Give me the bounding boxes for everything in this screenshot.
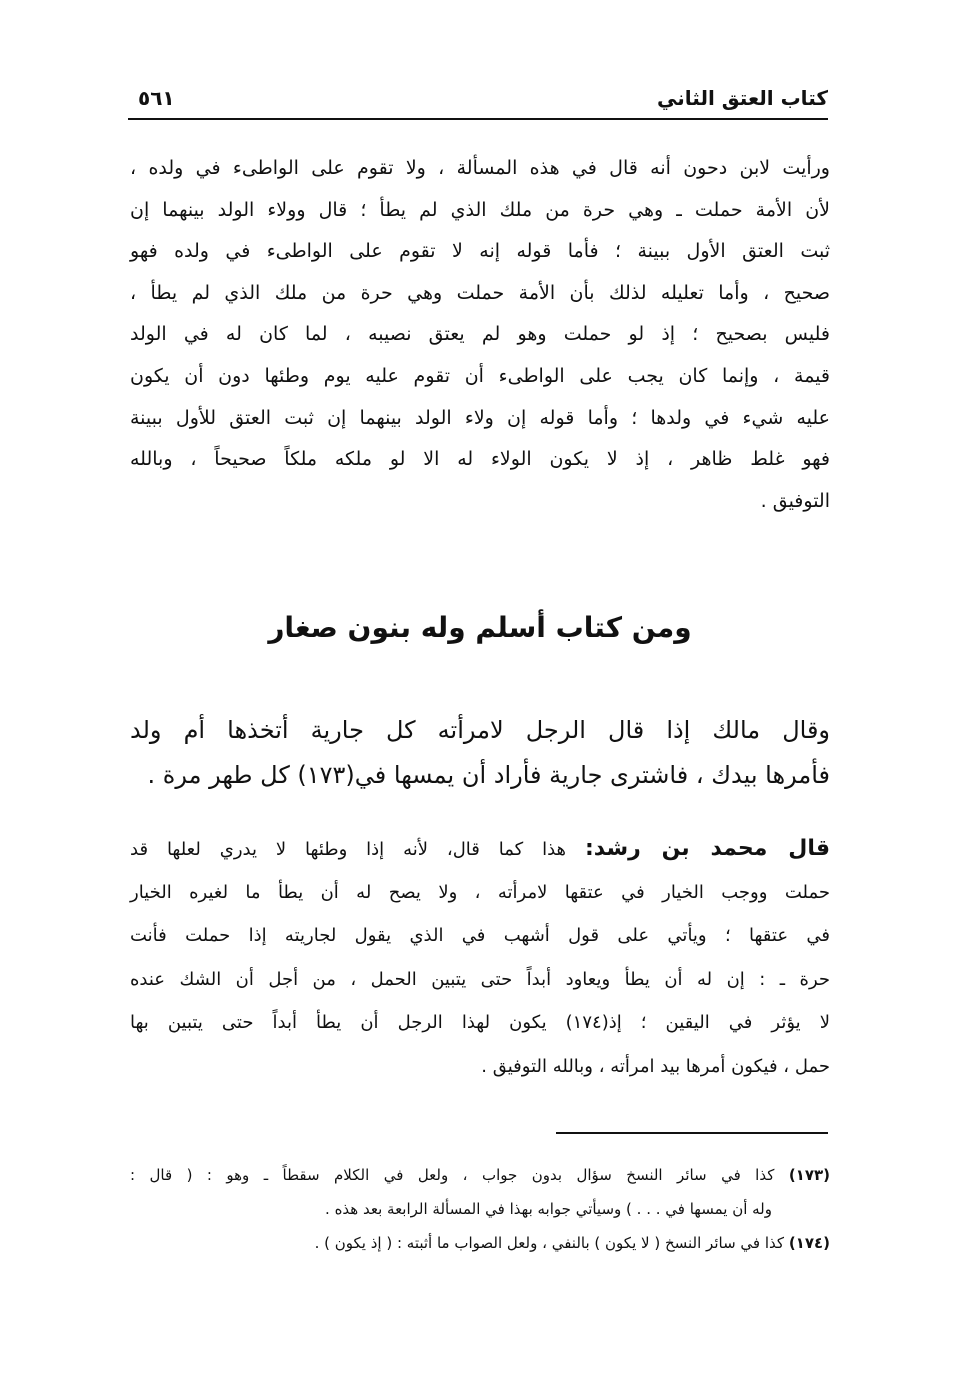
text-line: حرة ـ : إن له أن يطأ ويعاود أبداً حتى يتبين الحمل ، من أجل أن الشك عنده xyxy=(130,968,830,990)
footnote-number: (١٧٣) xyxy=(788,1166,830,1184)
text-segment: هذا كما قال، لأنه إذا وطئها لا يدري لعلها قد xyxy=(130,839,585,860)
paragraph-matn xyxy=(130,708,830,798)
text-line: حمل ، فيكون أمرها بيد امرأته ، وبالله التوفيق . xyxy=(481,1055,830,1077)
text-line: التوفيق . xyxy=(760,489,830,512)
footnote-text: كذا في سائر النسخ سؤال بدون جواب ، ولعل في الكلام سقطاً ـ وهو : ( قال : xyxy=(130,1166,789,1184)
text-line: في عتقها ؛ ويأتي على قول أشهب في الذي يقول لجاريته إذا حملت فأنت xyxy=(130,925,830,946)
page-header xyxy=(128,84,828,120)
paragraph-commentary xyxy=(130,148,830,522)
footnotes xyxy=(130,1158,830,1260)
text-line: ثبت العتق الأول ببينة ؛ فأما قوله إنه لا تقوم على الواطىء في ولده فهو xyxy=(130,240,830,263)
text-line: عليه شيء في ولدها ؛ وأما قوله إن ولاء الولد بينهما إن ثبت العتق للأول ببينة xyxy=(130,406,830,429)
text-line: قيمة ، وإنما كان يجب على الواطىء أن تقوم عليه يوم وطئها دون أن يكون xyxy=(130,364,830,387)
footnote-173 xyxy=(130,1158,830,1192)
running-head: كتاب العتق الثاني xyxy=(657,86,828,110)
text-line: فهو غلط ظاهر ، إذ لا يكون الولاء له الا لو ملكه ملكاً صحيحاً ، وبالله xyxy=(130,448,830,471)
section-heading: ومن كتاب أسلم وله بنون صغار xyxy=(268,611,692,644)
text-line: ورأيت لابن دحون أنه قال في هذه المسألة ، ولا تقوم على الواطىء في ولده ، xyxy=(130,157,830,179)
footnote-text: كذا في سائر النسخ ( لا يكون ) بالنفي ، ولعل الصواب ما أثبته : ( إذ يكون ) . xyxy=(314,1234,789,1252)
text-line: فأمرها بيدك ، فاشترى جارية فأراد أن يمسها في(١٧٣) كل طهر مرة . xyxy=(147,761,830,789)
paragraph-ibn-rushd xyxy=(130,827,830,1088)
text-line: صحيح ، وأما تعليله لذلك بأن الأمة حملت وهي حرة من ملك الذي لم يطأ ، xyxy=(130,281,830,304)
text-line-first xyxy=(130,827,830,871)
text-line: لا يؤثر في اليقين ؛ إذ(١٧٤) يكون لهذا الرجل أن يطأ أبداً حتى يتبين بها xyxy=(130,1012,830,1033)
footnote-number: (١٧٤) xyxy=(788,1234,830,1252)
page-number: ٥٦١ xyxy=(138,86,175,110)
footnote-separator xyxy=(556,1132,828,1134)
text-line: حملت ووجب الخيار في عتقها لامرأته ، ولا يصح له أن يطأ ما لغيره الخيار xyxy=(130,881,830,903)
footnote-173-continuation: وله أن يمسها في . . . ) وسيأتي جوابه بهذا في المسألة الرابعة بعد هذه . xyxy=(325,1200,772,1218)
text-line: وقال مالك إذا قال الرجل لامرأته كل جارية أتخذها أم ولد xyxy=(130,716,830,744)
text-line: لأن الأمة حملت ـ وهي حرة من ملك الذي لم يطأ ؛ قال وولاء الولد بينهما إن xyxy=(130,198,830,221)
footnote-174 xyxy=(130,1226,830,1260)
speaker-label: قال محمد بن رشد: xyxy=(584,836,830,861)
text-line: فليس بصحيح ؛ إذ لو حملت وهو لم يعتق نصيبه ، لما كان له في الولد xyxy=(130,323,830,346)
